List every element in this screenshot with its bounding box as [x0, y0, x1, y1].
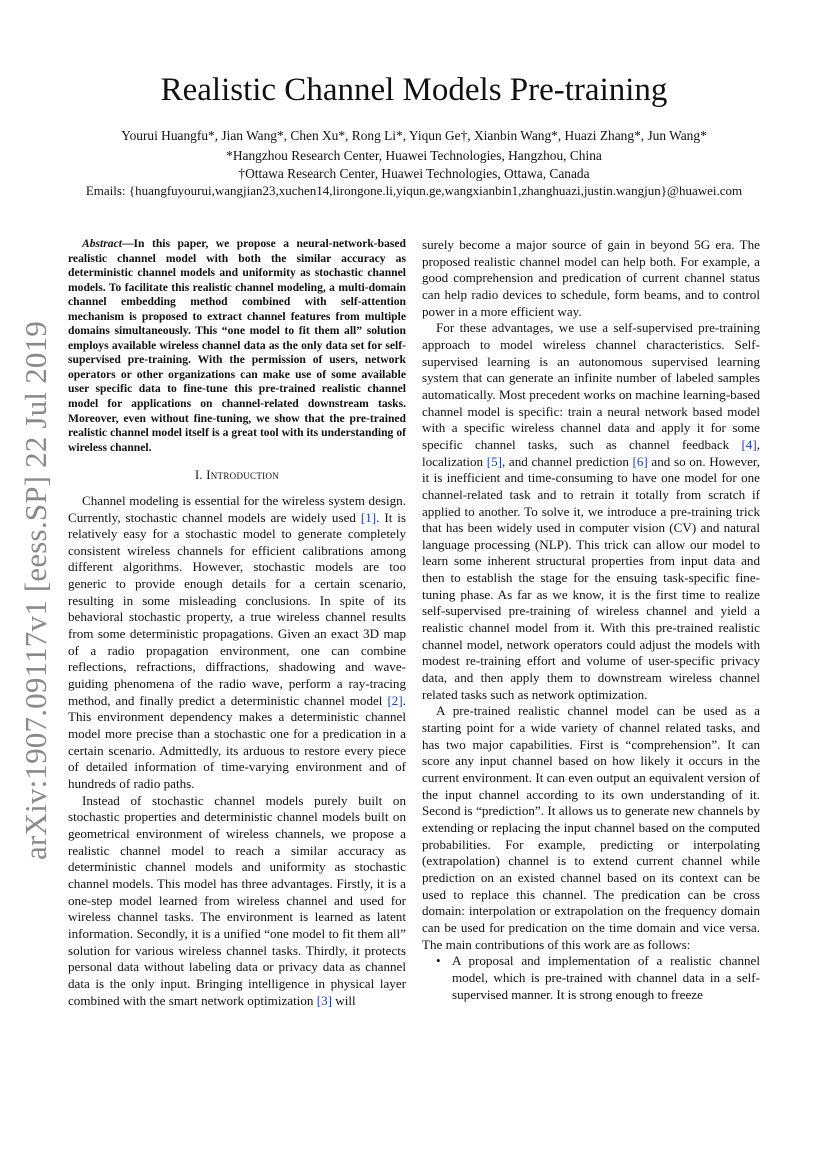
paragraph-text: . This environment dependency makes a deterministic channel model more precise than a stochastic one for a predication in a certain scenario. Admittedly, its arduous to restore every piece of detailed information of time-varying environment and of hundreds of radio paths.	[68, 692, 406, 792]
citation-link[interactable]: [1]	[360, 509, 377, 525]
paragraph-text: , and channel prediction	[502, 453, 633, 469]
paragraph-text: and so on. However, it is inefficient and time-consuming to have one model for one channel-related task and to retrain it totally from scratch if applied to another. To solve it, we introduce a pre-training trick that has been widely used in computer vision (CV) and natural language processing (NLP). This trick can allow our model to learn some inherent structural properties from input data and then to establish the stage for the ensuing task-specific fine-tuning phase. As far as we know, it is the first time to realize self-supervised pre-training of wireless channel and yield a realistic channel model from it. With this pre-trained realistic channel model, network operators could adjust the models with modest re-training effort and volume of user-specific privacy data, and then apply them to downstream wireless channel related tasks such as network optimization.	[422, 453, 760, 702]
section-heading-introduction	[68, 467, 406, 484]
paragraph	[422, 237, 760, 320]
paragraph-text: surely become a major source of gain in beyond 5G era. The proposed realistic channel model can help both. For example, a good comprehension and predication of current channel status can help radio devices to schedule, form beams, and to control power in a more efficient way.	[422, 237, 760, 319]
left-column	[68, 237, 406, 1009]
section-number: I.	[194, 468, 203, 483]
paragraph-text: Channel modeling is essential for the wireless system design. Currently, stochastic channel models are widely used	[68, 492, 406, 525]
abstract-lead: Abstract	[82, 237, 122, 250]
paragraph-text: Instead of stochastic channel models purely built on stochastic properties and deterministic channel models built on geometrical environment of wireless channels, we propose a realistic channel model to reach a similar accuracy as deterministic channel models and uniformity as stochastic channel models. This model has three advantages. Firstly, it is a one-step model learned from wireless channel and used for wireless channel tasks. The environment is learned as latent information. Secondly, it is a unified “one model to fit them all” solution for various wireless channel tasks. Thirdly, it protects personal data without labeling data or privacy data as channel data is the only input. Bringing intelligence in physical layer combined with the smart network optimization	[68, 792, 406, 1008]
paragraph	[422, 703, 760, 953]
section-title: Introduction	[206, 468, 280, 483]
left-body-text	[68, 493, 406, 1009]
contribution-list	[422, 953, 760, 1003]
citation-link[interactable]: [4]	[741, 436, 757, 452]
paragraph	[422, 320, 760, 703]
paragraph	[68, 793, 406, 1010]
paragraph-text: will	[332, 992, 356, 1008]
paragraph-text: , localization	[422, 436, 760, 469]
contribution-item: • A proposal and implementation of a realistic channel model, which is pre-trained with channel data in a self-supervised manner. It is strong enough to freeze	[452, 953, 760, 1003]
paragraph	[68, 493, 406, 793]
citation-link[interactable]: [2]	[387, 692, 403, 708]
abstract	[68, 237, 406, 455]
right-body-text	[422, 237, 760, 953]
abstract-text: —In this paper, we propose a neural-network-based realistic channel model with both the similar accuracy as deterministic channel models and uniformity as stochastic channel models. To facilitate this realistic channel modeling, a multi-domain channel embedding method combined with self-attention mechanism is proposed to extract channel features from multiple domains simultaneously. This “one model to fit them all” solution employs available wireless channel data as the only data set for self-supervised pre-training. With the permission of users, network operators or other organizations can make use of some available user specific data to fine-tune this pre-trained realistic channel model for applications on channel-related downstream tasks. Moreover, even without fine-tuning, we show that the pre-trained realistic channel model itself is a great tool with its understanding of wireless channel.	[68, 237, 406, 454]
affiliation-hangzhou: *Hangzhou Research Center, Huawei Technologies, Hangzhou, China	[226, 148, 602, 163]
citation-link[interactable]: [6]	[632, 453, 648, 469]
citation-link[interactable]: [3]	[316, 992, 333, 1008]
arxiv-side-stamp: arXiv:1907.09117v1 [eess.SP] 22 Jul 2019	[18, 321, 53, 860]
paragraph-text: A pre-trained realistic channel model can be used as a starting point for a wide variety of channel related tasks, and has two major capabilities. First is “comprehension”. It can score any input channel based on how likely it occurs in the current environment. It can even output an equivalent version of the input channel according to its own understanding of it. Second is “prediction”. It allows us to generate new channels by extending or replacing the input channel based on the computed probabilities. For example, predicting or interpolating (extrapolation) channel is to extend current channel while prediction on an existed channel based on its context can be used to replace this channel. The predication can be cross domain: interpolation or extrapolation on the frequency domain can be used for predication on the time domain and vice versa. The main contributions of this work are as follows:	[422, 703, 760, 952]
paper-title: Realistic Channel Models Pre-training	[160, 72, 668, 108]
right-column	[422, 237, 760, 1003]
paragraph-text: . It is relatively easy for a stochastic model to generate completely consistent wireless channels for efficient calibrations among different algorithms. However, stochastic models are too generic to provide enough details for a certain scenario, resulting in some misleading conclusions. In spite of its behavioral stochastic property, a true wireless channel results from some deterministic propagations. Given an exact 3D map of a radio propagation environment, one can combine reflections, refractions, diffractions, shadowing and wave-guiding phenomena of the radio wave, perform a ray-tracing method, and finally predict a deterministic channel model	[68, 509, 406, 708]
author-list: Yourui Huangfu*, Jian Wang*, Chen Xu*, Rong Li*, Yiqun Ge†, Xianbin Wang*, Huazi Zhang*, Jun Wang*	[121, 128, 707, 143]
affiliation-ottawa: †Ottawa Research Center, Huawei Technologies, Ottawa, Canada	[238, 166, 590, 181]
paragraph-text: For these advantages, we use a self-supervised pre-training approach to model wireless channel characteristics. Self-supervised learning is an autonomous supervised learning system that can generate an infinite number of labeled samples automatically. Most precedent works on machine learning-based channel model is specific: train a neural network based model with a specific wireless channel data and apply it for some specific channel tasks, such as channel feedback	[422, 320, 760, 452]
author-emails: Emails: {huangfuyourui,wangjian23,xuchen14,lirongone.li,yiqun.ge,wangxianbin1,zhanghuazi,justin.wangjun}@huawei.com	[85, 183, 743, 198]
citation-link[interactable]: [5]	[486, 453, 502, 469]
